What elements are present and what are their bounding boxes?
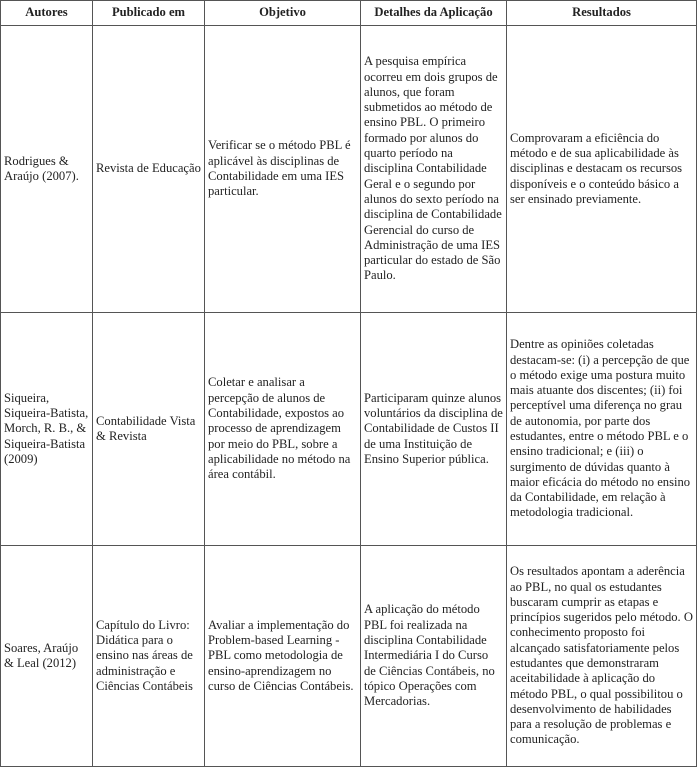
header-results: Resultados (507, 1, 697, 26)
cell-published: Capítulo do Livro: Didática para o ensino nas áreas de administração e Ciências Contábeis (93, 546, 205, 767)
cell-details: A aplicação do método PBL foi realizada na disciplina Contabilidade Intermediária I do Curso de Ciências Contábeis, no tópico Operações com Mercadorias. (361, 546, 507, 767)
cell-objective: Coletar e analisar a percepção de alunos de Contabilidade, expostos ao processo de aprendizagem por meio do PBL, sobre a aplicabilidade no método na área contábil. (205, 313, 361, 546)
table-header-row (1, 1, 697, 26)
header-authors: Autores (1, 1, 93, 26)
cell-details: A pesquisa empírica ocorreu em dois grupos de alunos, que foram submetidos ao método de ensino PBL. O primeiro formado por alunos do quarto período na disciplina Contabilidade Geral e o segundo por alunos do sexto período na disciplina de Contabilidade Gerencial do curso de Administração de uma IES particular do estado de São Paulo. (361, 26, 507, 313)
cell-details: Participaram quinze alunos voluntários da disciplina de Contabilidade de Custos II de uma Instituição de Ensino Superior pública. (361, 313, 507, 546)
header-objective: Objetivo (205, 1, 361, 26)
cell-published: Contabilidade Vista & Revista (93, 313, 205, 546)
table-row (1, 546, 697, 767)
header-published: Publicado em (93, 1, 205, 26)
cell-results: Comprovaram a eficiência do método e de sua aplicabilidade às disciplinas e destacam os recursos disponíveis e o conteúdo básico a ser ensinado previamente. (507, 26, 697, 313)
cell-objective: Verificar se o método PBL é aplicável às disciplinas de Contabilidade em uma IES particular. (205, 26, 361, 313)
cell-published: Revista de Educação (93, 26, 205, 313)
cell-authors: Soares, Araújo & Leal (2012) (1, 546, 93, 767)
cell-results: Dentre as opiniões coletadas destacam-se: (i) a percepção de que o método exige uma postura muito mais atuante dos discentes; (ii) foi perceptível uma diferença no grau de autonomia, por parte dos estudantes, entre o método PBL e o ensino tradicional; e (iii) o surgimento de dúvidas quanto à maior eficácia do método no ensino da Contabilidade, em relação à metodologia tradicional. (507, 313, 697, 546)
cell-authors: Rodrigues & Araújo (2007). (1, 26, 93, 313)
table-row (1, 313, 697, 546)
cell-objective: Avaliar a implementação do Problem-based Learning - PBL como metodologia de ensino-aprendizagem no curso de Ciências Contábeis. (205, 546, 361, 767)
table-row (1, 26, 697, 313)
cell-authors: Siqueira, Siqueira-Batista, Morch, R. B., & Siqueira-Batista (2009) (1, 313, 93, 546)
header-details: Detalhes da Aplicação (361, 1, 507, 26)
cell-results: Os resultados apontam a aderência ao PBL, no qual os estudantes buscaram cumprir as etapas e princípios sugeridos pelo método. O conhecimento proposto foi alcançado satisfatoriamente pelos estudantes que demonstraram aceitabilidade à aplicação do método PBL, o qual possibilitou o desenvolvimento de habilidades para a resolução de problemas e comunicação. (507, 546, 697, 767)
